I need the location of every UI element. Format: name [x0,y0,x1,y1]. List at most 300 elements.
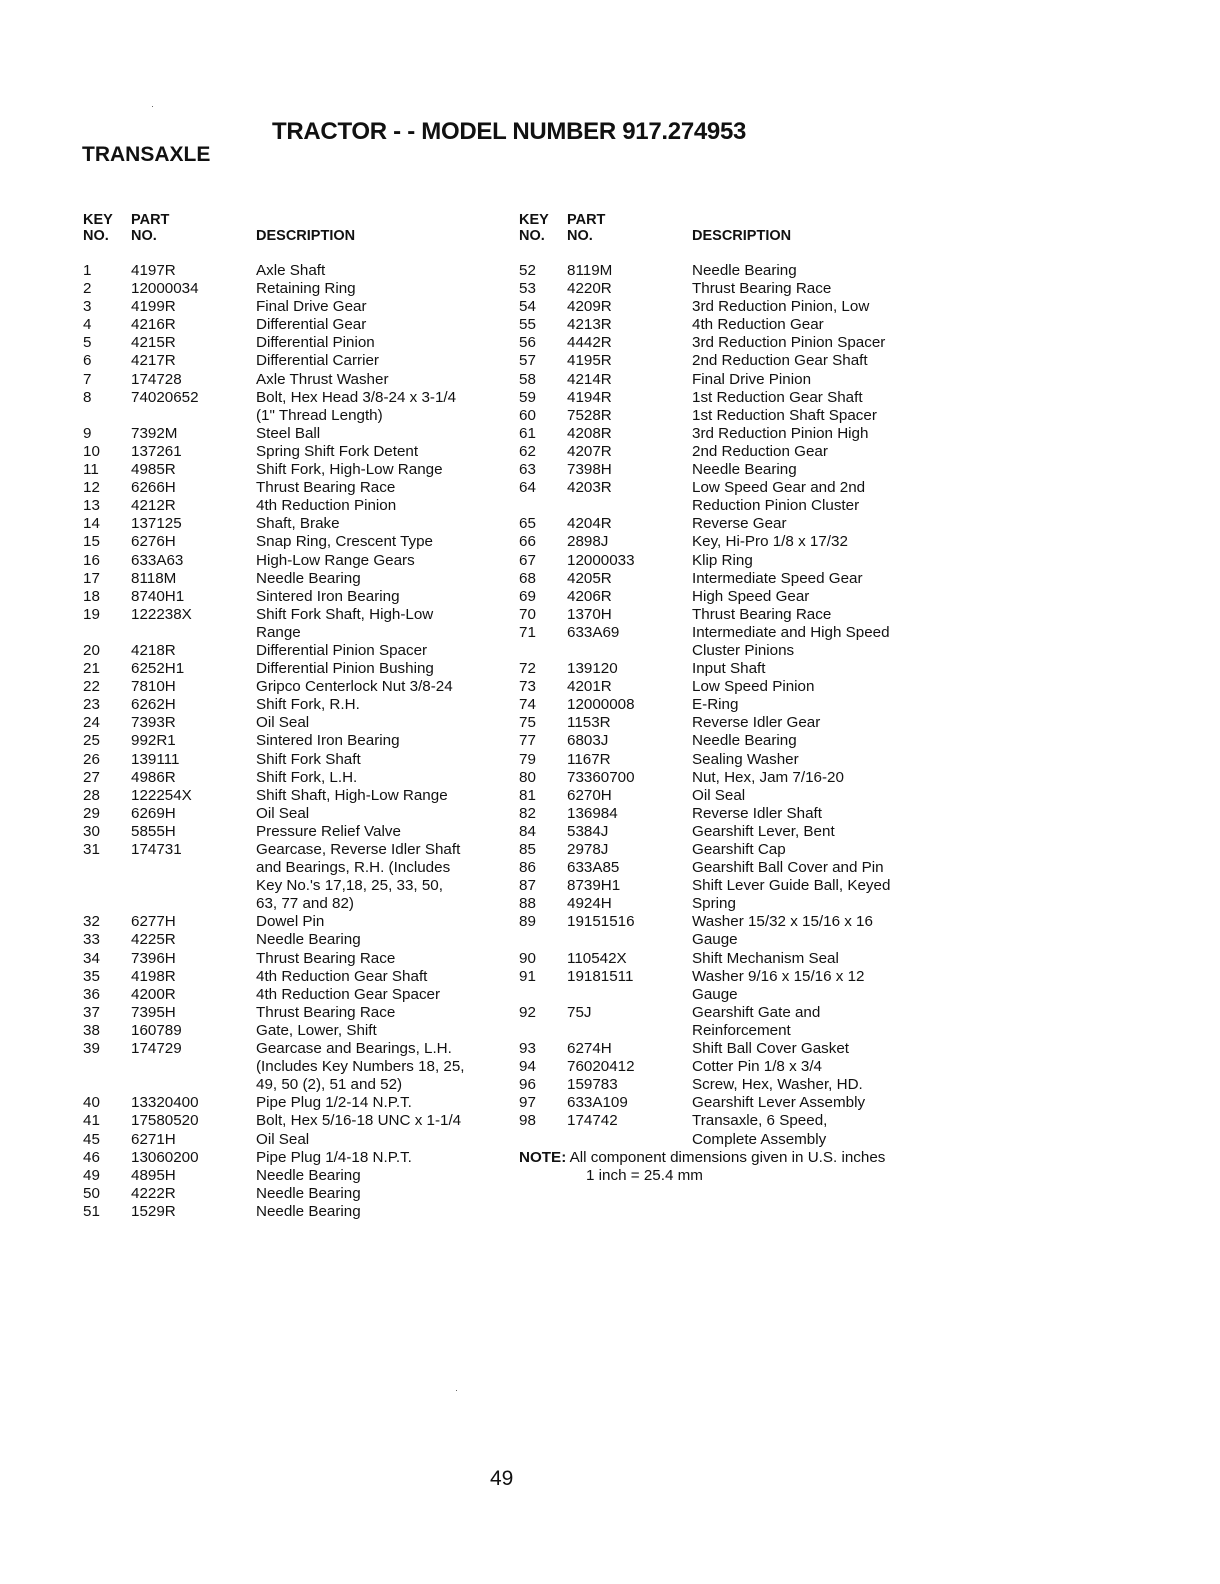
key-number: 3 [83,298,92,316]
part-number: 6252H1 [131,660,185,678]
parts-row [83,895,503,913]
part-number: 2978J [567,841,609,858]
key-number: 81 [519,786,536,804]
part-description: Gripco Centerlock Nut 3/8-24 [256,678,453,696]
description-header: DESCRIPTION [692,228,792,244]
key-number: 30 [83,822,100,840]
part-description: Spring [692,895,736,913]
part-number: 5384J [567,822,609,840]
part-number: 7392M [131,424,178,442]
column-header [83,210,503,244]
parts-column-right [519,210,939,1185]
part-description: Spring Shift Fork Detent [256,442,419,460]
key-number: 37 [83,1003,100,1021]
parts-row [83,479,503,497]
part-description: Thrust Bearing Race [256,1003,396,1021]
part-number: 6262H [131,696,176,714]
part-number: 122254X [131,786,192,804]
part-description: Needle Bearing [256,1184,361,1202]
key-number: 65 [519,515,536,533]
part-description: 2nd Reduction Gear Shaft [692,352,868,370]
parts-row [83,714,503,732]
part-number: 4214R [567,370,612,388]
part-number: 4217R [131,352,176,370]
key-number: 98 [519,1112,536,1130]
part-description: High Speed Gear [692,587,810,605]
parts-row [83,588,503,606]
part-description: 49, 50 (2), 51 and 52) [256,1076,403,1094]
key-number: 79 [519,750,536,768]
part-description: Axle Shaft [256,262,326,279]
key-number: 15 [83,533,100,551]
key-number: 70 [519,605,536,623]
page-number: 49 [490,1467,514,1490]
key-number: 72 [519,660,536,678]
part-number: 8118M [131,569,177,587]
key-number: 22 [83,678,100,696]
parts-row [83,1149,503,1167]
part-number: 7395H [131,1003,176,1021]
parts-row [83,371,503,389]
key-number: 96 [519,1076,536,1094]
part-number: 4985R [131,461,176,479]
part-description: Snap Ring, Crescent Type [256,533,434,551]
parts-column-left [83,210,503,1221]
key-number: 41 [83,1112,100,1130]
part-number: 4215R [131,334,176,352]
part-description: Oil Seal [256,714,310,732]
part-description: Oil Seal [692,786,746,804]
parts-row [519,968,939,986]
part-number: 6277H [131,913,176,931]
part-number: 13060200 [131,1148,199,1166]
part-description: Reverse Gear [692,515,787,533]
part-description: Klip Ring [692,551,753,569]
parts-row [83,570,503,588]
key-number: 64 [519,479,536,497]
part-number: 8739H1 [567,877,621,895]
parts-row [519,913,939,931]
key-number: 46 [83,1148,100,1166]
key-number: 2 [83,280,92,298]
key-number: 16 [83,551,100,569]
key-number: 6 [83,352,92,370]
part-description: Sealing Washer [692,750,799,768]
key-number: 7 [83,370,92,388]
part-number: 76020412 [567,1058,635,1076]
part-description: Washer 9/16 x 15/16 x 12 [692,967,865,985]
part-number: 136984 [567,804,618,822]
parts-row [83,425,503,443]
key-number: 4 [83,316,92,334]
part-description: Cluster Pinions [692,641,795,659]
part-description: Gearshift Cap [692,841,786,858]
part-description: Needle Bearing [692,262,797,279]
parts-row [519,1131,939,1149]
key-number: 10 [83,442,100,460]
parts-row [519,895,939,913]
parts-row [83,606,503,624]
part-number: 137125 [131,515,182,533]
part-number: 13320400 [131,1094,199,1112]
key-number: 51 [83,1202,100,1220]
part-number: 4199R [131,298,176,316]
part-description: E-Ring [692,696,739,714]
parts-row [519,479,939,497]
key-number: 88 [519,895,536,913]
key-number: 57 [519,352,536,370]
parts-row [519,1058,939,1076]
part-description: Oil Seal [256,1130,310,1148]
part-description: 3rd Reduction Pinion, Low [692,298,870,316]
parts-row [519,751,939,769]
part-description: Differential Gear [256,316,367,334]
part-description: Final Drive Gear [256,298,367,316]
parts-row [83,1076,503,1094]
part-description: High-Low Range Gears [256,551,415,569]
part-number: 12000034 [131,280,199,298]
note-text: All component dimensions given in U.S. inches [569,1148,886,1166]
part-description: Differential Carrier [256,352,379,370]
parts-row [519,1094,939,1112]
part-number: 4212R [131,497,176,515]
parts-row [519,1040,939,1058]
page-title: TRACTOR - - MODEL NUMBER 917.274953 [272,118,747,145]
parts-row [519,389,939,407]
parts-row [83,986,503,1004]
part-number: 4201R [567,678,612,696]
key-number: 20 [83,641,100,659]
part-number: 4200R [131,985,176,1003]
parts-row [519,533,939,551]
part-number: 633A85 [567,859,620,877]
part-description: (Includes Key Numbers 18, 25, [256,1058,465,1076]
parts-row [519,678,939,696]
parts-row [83,787,503,805]
part-description: Shift Fork Shaft, High-Low [256,605,434,623]
parts-row [83,1004,503,1022]
part-header-2: NO. [131,228,157,244]
key-number: 5 [83,334,92,352]
part-number: 633A109 [567,1094,628,1112]
key-number: 89 [519,913,536,931]
parts-row [519,859,939,877]
part-description: Axle Thrust Washer [256,370,389,388]
parts-row [519,1112,939,1130]
part-description: Gauge [692,985,738,1003]
part-number: 4895H [131,1166,176,1184]
part-description: Needle Bearing [256,1166,361,1184]
key-number: 94 [519,1058,536,1076]
part-description: Dowel Pin [256,913,325,931]
key-number: 36 [83,985,100,1003]
key-number: 54 [519,298,536,316]
part-description: and Bearings, R.H. (Includes [256,859,451,877]
part-number: 4206R [567,587,612,605]
parts-row [519,732,939,750]
part-number: 8119M [567,262,613,279]
description-header: DESCRIPTION [256,228,356,244]
parts-row [519,986,939,1004]
part-number: 73360700 [567,768,635,786]
key-number: 58 [519,370,536,388]
key-number: 86 [519,859,536,877]
key-number: 31 [83,841,100,858]
parts-row [83,696,503,714]
part-description: (1" Thread Length) [256,406,383,424]
parts-row [519,515,939,533]
part-number: 74020652 [131,388,199,406]
parts-row [83,497,503,515]
part-description: 3rd Reduction Pinion High [692,424,869,442]
part-description: Intermediate and High Speed [692,623,890,641]
scan-speck [456,1390,457,1391]
part-number: 6269H [131,804,176,822]
part-description: Nut, Hex, Jam 7/16-20 [692,768,844,786]
part-number: 174728 [131,370,182,388]
key-number: 12 [83,479,100,497]
parts-row [519,769,939,787]
key-number: 55 [519,316,536,334]
part-number: 7810H [131,678,176,696]
parts-row [83,407,503,425]
key-number: 71 [519,623,536,641]
key-header-2: NO. [519,228,545,244]
parts-row [83,823,503,841]
parts-row [83,443,503,461]
part-description: Washer 15/32 x 15/16 x 16 [692,913,873,931]
key-number: 56 [519,334,536,352]
parts-row [519,823,939,841]
part-description: Differential Pinion [256,334,375,352]
part-number: 1370H [567,605,612,623]
part-number: 4986R [131,768,176,786]
key-number: 11 [83,461,99,479]
part-number: 4222R [131,1184,176,1202]
parts-row [519,877,939,895]
parts-row [519,624,939,642]
part-number: 159783 [567,1076,618,1094]
key-number: 39 [83,1040,100,1058]
parts-row [83,1131,503,1149]
part-number: 174729 [131,1040,182,1058]
key-number: 67 [519,551,536,569]
part-header-2: NO. [567,228,593,244]
part-description: Steel Ball [256,424,321,442]
key-number: 29 [83,804,100,822]
key-number: 77 [519,732,536,750]
part-number: 4207R [567,442,612,460]
part-number: 160789 [131,1021,182,1039]
part-description: Sintered Iron Bearing [256,587,400,605]
part-number: 110542X [567,949,627,967]
part-description: Shift Fork, R.H. [256,696,360,714]
key-number: 68 [519,569,536,587]
part-description: Gauge [692,931,738,949]
part-description: Transaxle, 6 Speed, [692,1112,828,1130]
part-description: Shift Ball Cover Gasket [692,1040,849,1058]
part-description: Pipe Plug 1/2-14 N.P.T. [256,1094,412,1112]
part-description: Input Shaft [692,660,766,678]
part-description: Gearshift Ball Cover and Pin [692,859,884,877]
part-description: Pressure Relief Valve [256,822,401,840]
parts-row [519,696,939,714]
key-number: 49 [83,1166,100,1184]
key-number: 17 [83,569,100,587]
parts-row [83,461,503,479]
part-number: 4225R [131,931,176,949]
key-number: 24 [83,714,100,732]
key-number: 34 [83,949,100,967]
key-header-2: NO. [83,228,109,244]
part-description: Complete Assembly [692,1130,827,1148]
section-title: TRANSAXLE [82,143,211,166]
part-description: Thrust Bearing Race [256,479,396,497]
parts-row [83,950,503,968]
parts-row [519,950,939,968]
part-description: 1st Reduction Gear Shaft [692,388,863,406]
part-description: Gate, Lower, Shift [256,1021,377,1039]
parts-row [83,1058,503,1076]
part-description: Thrust Bearing Race [692,280,832,298]
parts-row [83,859,503,877]
key-header-1: KEY [519,212,549,228]
part-number: 1167R [567,750,611,768]
parts-row [83,660,503,678]
key-number: 87 [519,877,536,895]
part-number: 139120 [567,660,618,678]
part-description: Shift Lever Guide Ball, Keyed [692,877,891,895]
part-number: 992R1 [131,732,176,750]
parts-row [519,334,939,352]
parts-row [83,841,503,859]
parts-row [83,877,503,895]
parts-row [519,787,939,805]
part-description: Reduction Pinion Cluster [692,497,860,515]
part-number: 4203R [567,479,612,497]
parts-row [519,588,939,606]
key-number: 63 [519,461,536,479]
key-number: 61 [519,424,536,442]
part-description: Differential Pinion Bushing [256,660,434,678]
key-number: 38 [83,1021,100,1039]
parts-row [519,552,939,570]
parts-row [83,1040,503,1058]
part-number: 4220R [567,280,612,298]
part-description: Key, Hi-Pro 1/8 x 17/32 [692,533,848,551]
key-number: 91 [519,967,536,985]
parts-row [519,714,939,732]
part-number: 6274H [567,1040,612,1058]
parts-row [519,570,939,588]
part-description: 4th Reduction Gear Spacer [256,985,441,1003]
parts-row [83,1203,503,1221]
key-number: 25 [83,732,100,750]
parts-row [83,1094,503,1112]
part-number: 4442R [567,334,612,352]
note-label: NOTE: [519,1148,567,1166]
parts-row [83,732,503,750]
part-number: 174742 [567,1112,618,1130]
key-number: 27 [83,768,100,786]
parts-row [83,805,503,823]
part-number: 7396H [131,949,176,967]
key-number: 13 [83,497,100,515]
key-number: 9 [83,424,92,442]
part-number: 8740H1 [131,587,185,605]
key-number: 74 [519,696,536,714]
part-description: Shift Mechanism Seal [692,949,839,967]
part-number: 75J [567,1003,592,1021]
part-number: 19151516 [567,913,635,931]
part-number: 2898J [567,533,609,551]
key-number: 32 [83,913,100,931]
part-number: 4204R [567,515,612,533]
parts-row [83,642,503,660]
key-number: 35 [83,967,100,985]
part-number: 19181511 [567,967,634,985]
part-description: Bolt, Hex Head 3/8-24 x 3-1/4 [256,388,457,406]
part-description: Retaining Ring [256,280,356,298]
part-description: 4th Reduction Gear [692,316,824,334]
parts-row [519,1004,939,1022]
part-description: Reverse Idler Shaft [692,804,822,822]
part-description: Needle Bearing [692,461,797,479]
key-number: 97 [519,1094,536,1112]
column-header [519,210,939,244]
part-number: 1153R [567,714,611,732]
part-header-1: PART [567,212,606,228]
parts-list-right [519,262,939,1149]
parts-row [83,352,503,370]
parts-row [83,262,503,280]
part-number: 7393R [131,714,176,732]
key-header-1: KEY [83,212,113,228]
key-number: 33 [83,931,100,949]
part-description: Needle Bearing [256,569,361,587]
parts-row [519,262,939,280]
parts-row [83,1112,503,1130]
parts-row [519,841,939,859]
key-number: 1 [83,262,92,279]
part-description: Screw, Hex, Washer, HD. [692,1076,863,1094]
parts-row [83,334,503,352]
parts-row [519,298,939,316]
part-number: 174731 [131,841,182,858]
parts-row [83,968,503,986]
note-conversion: 1 inch = 25.4 mm [586,1166,703,1184]
key-number: 62 [519,442,536,460]
part-number: 4209R [567,298,612,316]
parts-row [83,533,503,551]
key-number: 84 [519,822,536,840]
part-number: 4198R [131,967,176,985]
key-number: 23 [83,696,100,714]
parts-row [83,552,503,570]
key-number: 28 [83,786,100,804]
part-number: 6270H [567,786,612,804]
parts-row [83,678,503,696]
part-number: 6803J [567,732,609,750]
part-header-1: PART [131,212,170,228]
parts-row [519,606,939,624]
parts-row [519,1076,939,1094]
key-number: 21 [83,660,100,678]
parts-row [519,280,939,298]
part-description: Gearshift Gate and [692,1003,821,1021]
part-description: Pipe Plug 1/4-18 N.P.T. [256,1148,412,1166]
part-description: Gearcase, Reverse Idler Shaft [256,841,461,858]
